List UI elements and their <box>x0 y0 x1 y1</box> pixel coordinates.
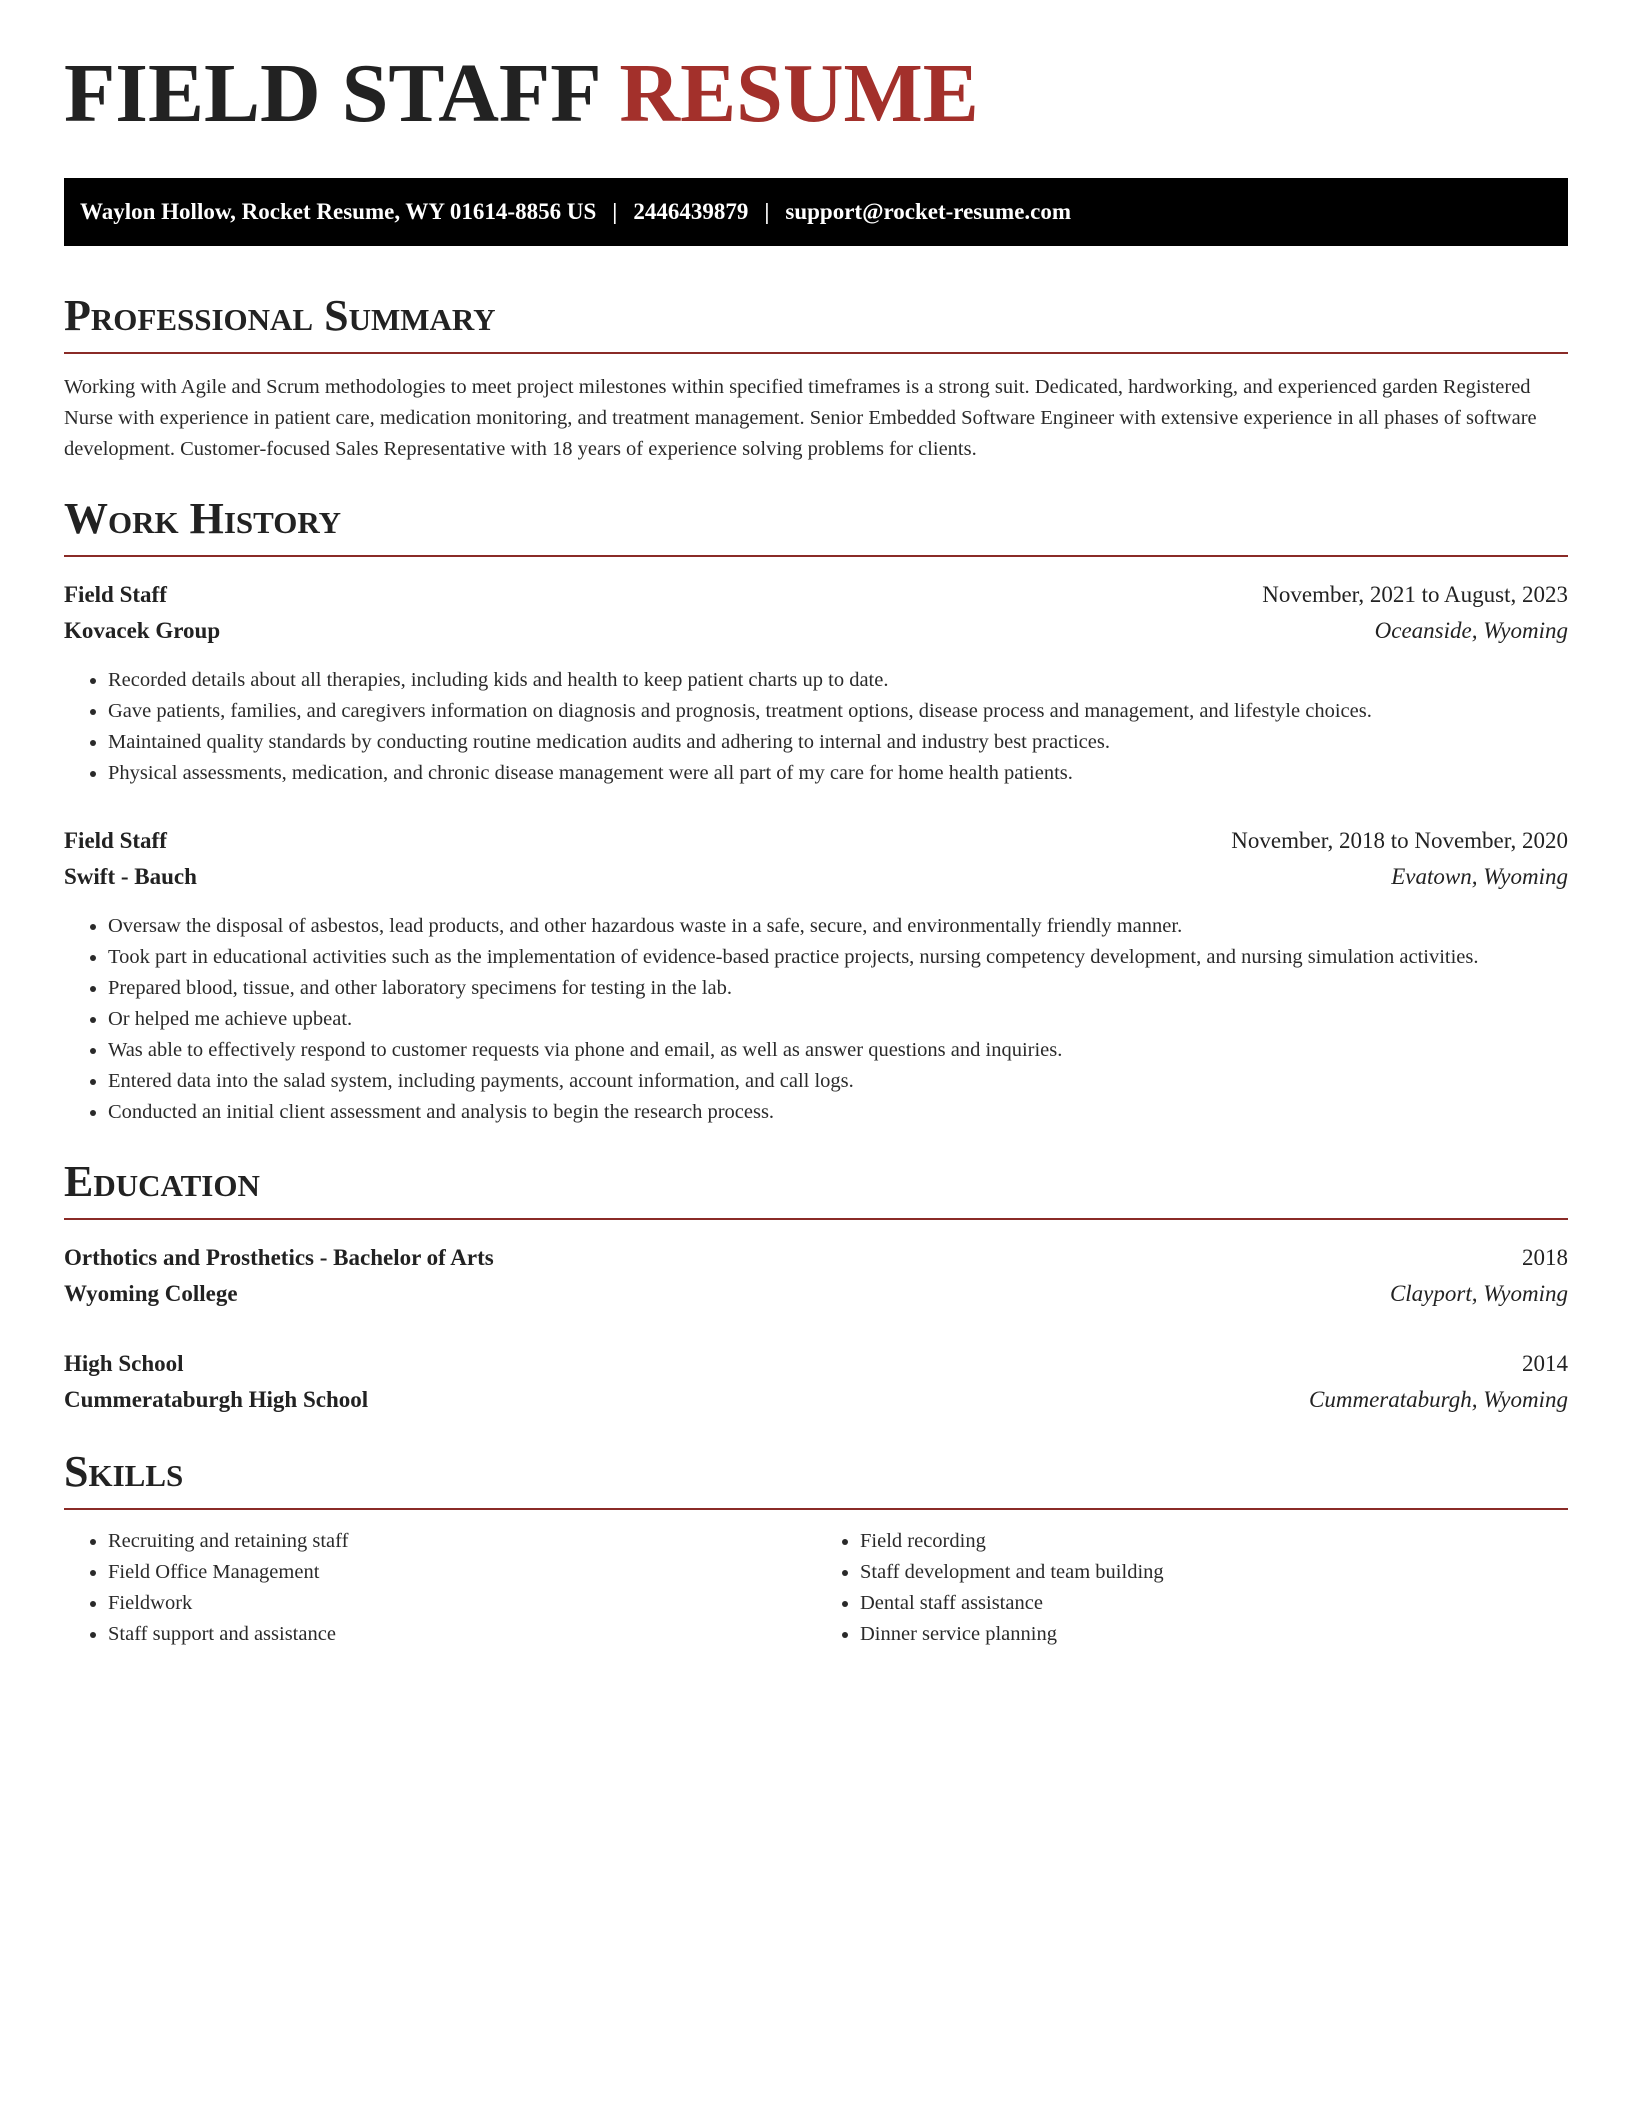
work-section <box>64 494 1568 1128</box>
skills-column-left <box>64 1526 816 1650</box>
section-divider <box>64 352 1568 354</box>
job-title: Field Staff <box>64 828 167 853</box>
education-entry <box>64 1346 1568 1418</box>
education-degree: High School <box>64 1351 184 1376</box>
job-bullet: • Physical assessments, medication, and chronic disease management were all part of my care for home health patients. <box>108 758 1568 789</box>
job-bullets <box>64 665 1568 789</box>
job-company-row <box>64 613 1568 649</box>
education-location: Cummerataburgh, Wyoming <box>1309 1387 1568 1412</box>
skill-item: • Dental staff assistance <box>860 1588 1568 1619</box>
job-bullet: • Gave patients, families, and caregivers information on diagnosis and prognosis, treatment options, disease process and management, and lifestyle choices. <box>108 696 1568 727</box>
resume-title <box>64 47 1568 140</box>
job-bullet: • Or helped me achieve upbeat. <box>108 1004 1568 1035</box>
skills-heading: Skills <box>64 1447 184 1496</box>
education-school-row <box>64 1276 1568 1312</box>
job-dates: November, 2021 to August, 2023 <box>1262 582 1568 607</box>
skills-section <box>64 1447 1568 1650</box>
education-section <box>64 1157 1568 1418</box>
contact-separator: | <box>612 199 618 224</box>
education-entry <box>64 1240 1568 1312</box>
job-bullet: • Entered data into the salad system, including payments, account information, and call logs. <box>108 1066 1568 1097</box>
job-bullet: • Prepared blood, tissue, and other laboratory specimens for testing in the lab. <box>108 973 1568 1004</box>
job-bullet: • Was able to effectively respond to customer requests via phone and email, as well as answer questions and inquiries. <box>108 1035 1568 1066</box>
education-year: 2014 <box>1522 1351 1568 1376</box>
skills-column-right <box>816 1526 1568 1650</box>
skill-item: • Recruiting and retaining staff <box>108 1526 816 1557</box>
contact-separator: | <box>764 199 770 224</box>
skill-item: • Field Office Management <box>108 1557 816 1588</box>
job-entry <box>64 577 1568 789</box>
skill-item: • Fieldwork <box>108 1588 816 1619</box>
work-heading: Work History <box>64 494 342 543</box>
section-divider <box>64 1508 1568 1510</box>
job-company: Swift - Bauch <box>64 864 197 889</box>
contact-bar <box>64 178 1568 246</box>
education-year: 2018 <box>1522 1245 1568 1270</box>
contact-address: Waylon Hollow, Rocket Resume, WY 01614-8856 US <box>80 199 597 224</box>
job-dates: November, 2018 to November, 2020 <box>1231 828 1568 853</box>
education-degree-row <box>64 1240 1568 1276</box>
skills-grid <box>64 1526 1568 1650</box>
job-title-row <box>64 823 1568 859</box>
job-company-row <box>64 859 1568 895</box>
education-location: Clayport, Wyoming <box>1389 1281 1568 1306</box>
job-bullet: • Recorded details about all therapies, including kids and health to keep patient charts up to date. <box>108 665 1568 696</box>
skill-item: • Staff development and team building <box>860 1557 1568 1588</box>
education-degree: Orthotics and Prosthetics - Bachelor of Arts <box>64 1245 494 1270</box>
skill-item: • Field recording <box>860 1526 1568 1557</box>
job-location: Evatown, Wyoming <box>1391 864 1568 889</box>
section-divider <box>64 555 1568 557</box>
summary-text: Working with Agile and Scrum methodologies to meet project milestones within specified timeframes is a strong suit. Dedicated, hardworking, and experienced garden Registered Nurse with experience in patient care, medication monitoring, and treatment management. Senior Embedded Software Engineer with extensive experience in all phases of software development. Customer-focused Sales Representative with 18 years of experience solving problems for clients. <box>64 376 1537 460</box>
education-school-row <box>64 1382 1568 1418</box>
contact-phone: 2446439879 <box>633 199 749 224</box>
education-heading: Education <box>64 1157 260 1206</box>
job-entry <box>64 823 1568 1128</box>
job-title-row <box>64 577 1568 613</box>
job-bullet: • Oversaw the disposal of asbestos, lead products, and other hazardous waste in a safe, secure, and environmentally friendly manner. <box>108 911 1568 942</box>
job-company: Kovacek Group <box>64 618 221 643</box>
title-accent: RESUME <box>619 47 979 140</box>
job-bullet: • Maintained quality standards by conducting routine medication audits and adhering to internal and industry best practices. <box>108 727 1568 758</box>
education-degree-row <box>64 1346 1568 1382</box>
summary-heading: Professional Summary <box>64 291 496 340</box>
job-bullets <box>64 911 1568 1128</box>
skill-item: • Dinner service planning <box>860 1619 1568 1650</box>
contact-email: support@rocket-resume.com <box>785 199 1072 224</box>
job-bullet: • Took part in educational activities such as the implementation of evidence-based practice projects, nursing competency development, and nursing simulation activities. <box>108 942 1568 973</box>
job-title: Field Staff <box>64 582 167 607</box>
title-main: FIELD STAFF <box>64 47 599 140</box>
section-divider <box>64 1218 1568 1220</box>
education-school: Cummerataburgh High School <box>64 1387 369 1412</box>
skill-item: • Staff support and assistance <box>108 1619 816 1650</box>
job-location: Oceanside, Wyoming <box>1374 618 1568 643</box>
job-bullet: • Conducted an initial client assessment and analysis to begin the research process. <box>108 1097 1568 1128</box>
education-school: Wyoming College <box>64 1281 238 1306</box>
summary-section <box>64 291 1568 465</box>
